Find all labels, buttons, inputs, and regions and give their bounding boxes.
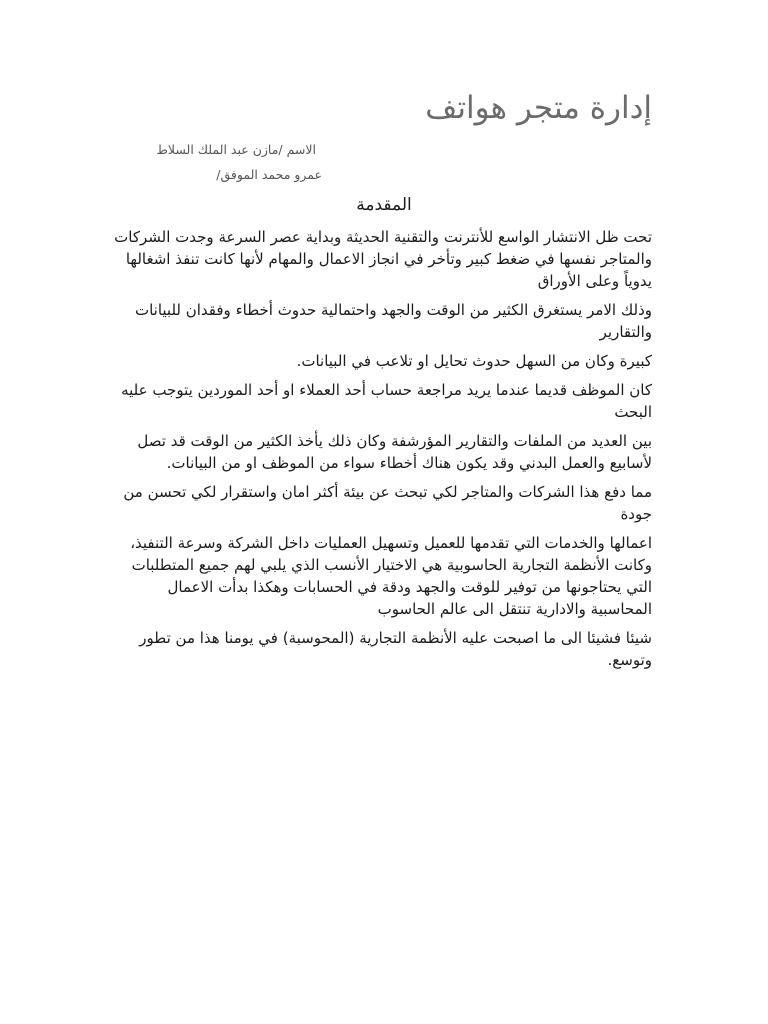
- paragraph: بين العديد من الملفات والتقارير المؤرشفة وكان ذلك يأخذ الكثير من الوقت قد تصل لأسابيع والعمل البدني وقد يكون هناك أخطاء سواء من الموظف او من البيانات.: [137, 432, 652, 472]
- author-name-2: عمرو محمد الموفق/: [216, 167, 322, 182]
- author-name-1: الاسم /مازن عبد الملك السلاط: [156, 142, 316, 157]
- paragraph: اعمالها والخدمات التي تقدمها للعميل وتسهيل العمليات داخل الشركة وسرعة التنفيذ، وكانت الأنظمة التجارية الحاسوبية هي الاختيار الأنسب الذي يلبي لهم جميع المتطلبات التي يحتاجونها من توفير للوقت والجهد ودقة في الحسابات وهكذا بدأت الاعمال المحاسبية والادارية تنتقل الى عالم الحاسوب: [130, 534, 652, 618]
- paragraph: مما دفع هذا الشركات والمتاجر لكي تبحث عن بيئة أكثر امان واستقرار لكي تحسن من جودة: [123, 483, 652, 523]
- paragraph: وذلك الامر يستغرق الكثير من الوقت والجهد واحتمالية حدوث أخطاء وفقدان للبيانات والتقارير: [134, 301, 652, 341]
- paragraph: تحت ظل الانتشار الواسع للأنترنت والتقنية الحديثة وبداية عصر السرعة وجدت الشركات والمتاجر نفسها في ضغط كبير وتأخر في انجاز الاعمال والمهام لأنها كانت تنفذ اشغالها يدوياً وعلى الأوراق: [114, 228, 652, 290]
- paragraph: كان الموظف قديما عندما يريد مراجعة حساب أحد العملاء او أحد الموردين يتوجب عليه البحث: [121, 381, 652, 421]
- document-title: إدارة متجر هواتف: [425, 90, 652, 126]
- paragraph: شيئا فشيئا الى ما اصبحت عليه الأنظمة التجارية (المحوسبة) في يومنا هذا من تطور وتوسع.: [139, 629, 652, 669]
- section-heading-introduction: المقدمة: [356, 195, 412, 215]
- introduction-body: [112, 226, 652, 678]
- paragraph: كبيرة وكان من السهل حدوث تحايل او تلاعب في البيانات.: [296, 352, 652, 370]
